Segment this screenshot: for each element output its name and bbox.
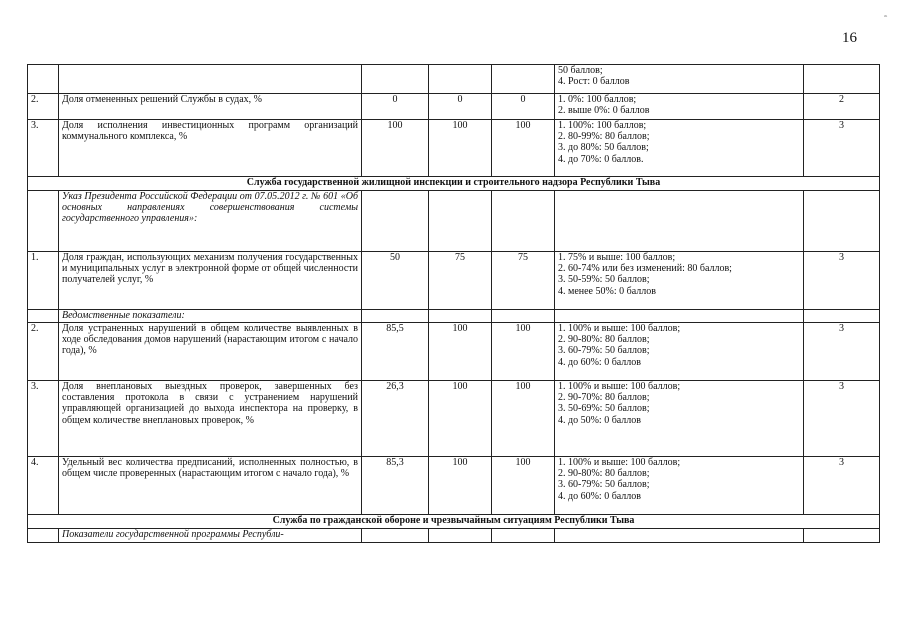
scan-mark: ᵍ bbox=[881, 14, 890, 18]
value-cell: 100 bbox=[429, 323, 492, 381]
criteria-cell: 1. 100% и выше: 100 баллов; 2. 90-70%: 80 баллов; 3. 50-69%: 50 баллов; 4. до 50%: 0 баллов bbox=[555, 381, 804, 457]
weight-cell: 3 bbox=[804, 381, 880, 457]
weight-cell: 3 bbox=[804, 457, 880, 515]
decree-cell: Указ Президента Российской Федерации от 07.05.2012 г. № 601 «Об основных направлениях совершенствования системы государственного управления»: bbox=[59, 191, 362, 252]
table-row bbox=[28, 323, 880, 381]
section-title: Служба по гражданской обороне и чрезвычайным ситуациям Республики Тыва bbox=[28, 515, 880, 529]
weight-cell: 3 bbox=[804, 120, 880, 177]
row-number: 1. bbox=[28, 252, 59, 310]
table-row bbox=[28, 529, 880, 543]
table-row bbox=[28, 94, 880, 120]
value-cell: 50 bbox=[362, 252, 429, 310]
value-cell: 0 bbox=[492, 94, 555, 120]
criteria-cell: 1. 0%: 100 баллов; 2. выше 0%: 0 баллов bbox=[555, 94, 804, 120]
table-row bbox=[28, 65, 880, 94]
criteria-cell: 1. 100% и выше: 100 баллов; 2. 90-80%: 80 баллов; 3. 60-79%: 50 баллов; 4. до 60%: 0 баллов bbox=[555, 457, 804, 515]
criteria-cell: 50 баллов; 4. Рост: 0 баллов bbox=[555, 65, 804, 94]
weight-cell: 3 bbox=[804, 323, 880, 381]
table-row bbox=[28, 310, 880, 323]
indicator-cell: Доля граждан, использующих механизм получения государственных и муниципальных услуг в электронной форме от общей численности получателей услуг, % bbox=[59, 252, 362, 310]
table-row bbox=[28, 191, 880, 252]
indicators-table bbox=[27, 64, 880, 543]
value-cell: 0 bbox=[362, 94, 429, 120]
table-row bbox=[28, 252, 880, 310]
weight-cell: 3 bbox=[804, 252, 880, 310]
criteria-cell: 1. 100%: 100 баллов; 2. 80-99%: 80 баллов; 3. до 80%: 50 баллов; 4. до 70%: 0 баллов. bbox=[555, 120, 804, 177]
value-cell: 100 bbox=[429, 381, 492, 457]
criteria-cell: 1. 75% и выше: 100 баллов; 2. 60-74% или без изменений: 80 баллов; 3. 50-59%: 50 баллов; 4. менее 50%: 0 баллов bbox=[555, 252, 804, 310]
table-row bbox=[28, 381, 880, 457]
page-number: 16 bbox=[842, 30, 857, 46]
value-cell: 75 bbox=[429, 252, 492, 310]
section-title: Служба государственной жилищной инспекции и строительного надзора Республики Тыва bbox=[28, 177, 880, 191]
indicator-cell: Доля исполнения инвестиционных программ организаций коммунального комплекса, % bbox=[59, 120, 362, 177]
indicator-cell: Доля отмененных решений Службы в судах, % bbox=[59, 94, 362, 120]
value-cell: 100 bbox=[429, 457, 492, 515]
value-cell: 85,5 bbox=[362, 323, 429, 381]
weight-cell: 2 bbox=[804, 94, 880, 120]
row-number: 3. bbox=[28, 381, 59, 457]
table-row bbox=[28, 120, 880, 177]
program-label: Показатели государственной программы Республи- bbox=[59, 529, 362, 543]
indicator-cell: Удельный вес количества предписаний, исполненных полностью, в общем числе проверенных (нарастающим итогом с начало года), % bbox=[59, 457, 362, 515]
value-cell: 75 bbox=[492, 252, 555, 310]
indicator-cell: Доля устраненных нарушений в общем количестве выявленных в ходе обследования домов нарушений (нарастающим итогом с начало года), % bbox=[59, 323, 362, 381]
row-number: 3. bbox=[28, 120, 59, 177]
value-cell: 0 bbox=[429, 94, 492, 120]
section-row bbox=[28, 515, 880, 529]
value-cell: 100 bbox=[362, 120, 429, 177]
row-number: 2. bbox=[28, 323, 59, 381]
departmental-label: Ведомственные показатели: bbox=[59, 310, 362, 323]
value-cell: 100 bbox=[429, 120, 492, 177]
value-cell: 100 bbox=[492, 120, 555, 177]
section-row bbox=[28, 177, 880, 191]
table-row bbox=[28, 457, 880, 515]
row-number: 2. bbox=[28, 94, 59, 120]
criteria-cell: 1. 100% и выше: 100 баллов; 2. 90-80%: 80 баллов; 3. 60-79%: 50 баллов; 4. до 60%: 0 баллов bbox=[555, 323, 804, 381]
value-cell: 85,3 bbox=[362, 457, 429, 515]
value-cell: 100 bbox=[492, 323, 555, 381]
row-number: 4. bbox=[28, 457, 59, 515]
value-cell: 26,3 bbox=[362, 381, 429, 457]
value-cell: 100 bbox=[492, 457, 555, 515]
indicator-cell: Доля внеплановых выездных проверок, завершенных без составления протокола в связи с устранением нарушений управляющей организацией до выхода инспектора на проверку, в общем количестве внеплановых проверок, % bbox=[59, 381, 362, 457]
value-cell: 100 bbox=[492, 381, 555, 457]
